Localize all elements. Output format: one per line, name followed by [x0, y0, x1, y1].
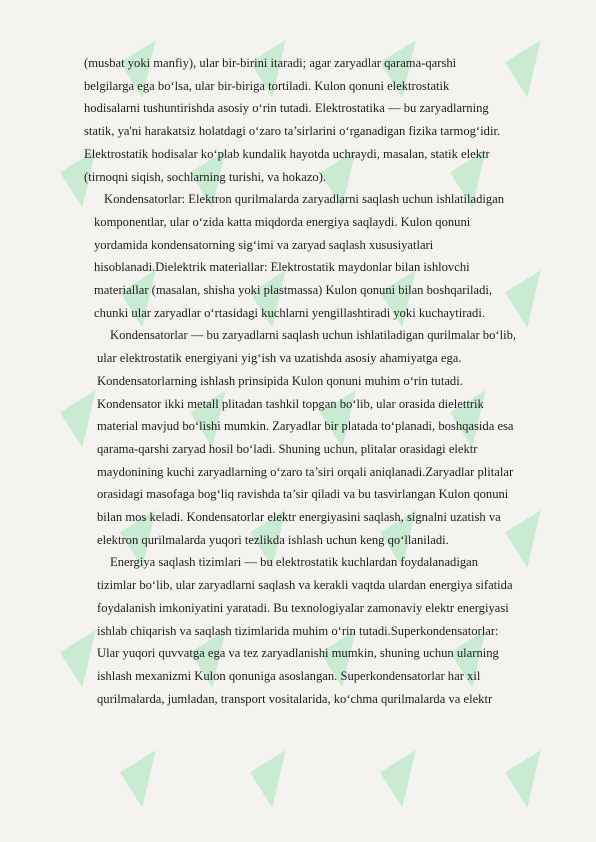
text-line: Kondensatorlarning ishlash prinsipida Kulon qonuni muhim o‘rin tutadi. — [97, 373, 463, 388]
text-line: chunki ular zaryadlar o‘rtasidagi kuchlarni yengillashtiradi yoki kuchaytiradi. — [94, 305, 485, 320]
text-line: yordamida kondensatorning sig‘imi va zaryad saqlash xususiyatlari — [94, 237, 434, 252]
watermark-icon — [239, 739, 319, 819]
text-line: (tirnoqni siqish, sochlarning turishi, va hokazo). — [84, 169, 327, 184]
paragraph-capacitor-principle — [84, 324, 530, 551]
text-line: maydonining kuchi zaryadlarning o‘zaro ta’siri orqali aniqlanadi.Zaryadlar plitalar — [97, 464, 514, 479]
text-line: ishlash mexanizmi Kulon qonuniga asoslangan. Superkondensatorlar har xil — [97, 668, 481, 683]
text-line: elektron qurilmalarda yuqori tezlikda ishlash uchun keng qo‘llaniladi. — [97, 532, 449, 547]
text-line: qarama-qarshi zaryad hosil bo‘ladi. Shuning uchun, plitalar orasidagi elektr — [97, 441, 478, 456]
document-body — [84, 52, 530, 710]
text-line: (musbat yoki manfiy), ular bir-birini itaradi; agar zaryadlar qarama-qarshi — [84, 56, 457, 70]
text-line: komponentlar, ular o‘zida katta miqdorda energiya saqlaydi. Kulon qonuni — [94, 214, 471, 229]
text-line: Elektrostatik hodisalar ko‘plab kundalik hayotda uchraydi, masalan, statik elektr — [84, 146, 490, 161]
text-line: material mavjud bo‘lishi mumkin. Zaryadlar bir platada to‘planadi, boshqasida esa — [97, 419, 514, 434]
text-line: foydalanish imkoniyatini yaratadi. Bu texnologiyalar zamonaviy elektr energiyasi — [97, 600, 509, 615]
text-line: Kondensatorlar — bu zaryadlarni saqlash uchun ishlatiladigan qurilmalar bo‘lib, — [110, 328, 517, 343]
text-line: qurilmalarda, jumladan, transport vositalarida, ko‘chma qurilmalarda va elektr — [97, 691, 493, 706]
watermark-icon — [369, 739, 449, 819]
text-line: Kondensator ikki metall plitadan tashkil topgan bo‘lib, ular orasida dielettrik — [97, 396, 484, 411]
text-line: orasidagi masofaga bog‘liq ravishda ta’sir qiladi va bu tasvirlangan Kulon qonuni — [97, 487, 509, 502]
paragraph-energy-storage — [84, 551, 530, 710]
watermark-icon — [494, 739, 574, 819]
text-line: belgilarga ega bo‘lsa, ular bir-biriga tortiladi. Kulon qonuni elektrostatik — [84, 78, 450, 93]
paragraph-capacitors-dielectrics — [84, 188, 530, 324]
text-line: hodisalarni tushuntirishda asosiy o‘rin tutadi. Elektrostatika — bu zaryadlarning — [84, 101, 489, 116]
text-line: ishlab chiqarish va saqlash tizimlarida muhim o‘rin tutadi.Superkondensatorlar: — [97, 623, 499, 638]
text-line: Energiya saqlash tizimlari — bu elektrostatik kuchlardan foydalanadigan — [110, 555, 479, 570]
text-line: tizimlar bo‘lib, ular zaryadlarni saqlash va kerakli vaqtda ulardan energiya sifatida — [97, 578, 513, 593]
watermark-icon — [109, 739, 189, 819]
paragraph-coulomb-electrostatics — [84, 52, 530, 188]
text-line: materiallar (masalan, shisha yoki plastmassa) Kulon qonuni bilan boshqariladi, — [94, 283, 493, 298]
text-line: hisoblanadi.Dielektrik materiallar: Elektrostatik maydonlar bilan ishlovchi — [94, 260, 470, 275]
text-line: ular elektrostatik energiyani yig‘ish va uzatishda asosiy ahamiyatga ega. — [97, 351, 462, 366]
text-line: Kondensatorlar: Elektron qurilmalarda zaryadlarni saqlash uchun ishlatiladigan — [104, 192, 505, 207]
text-line: statik, ya'ni harakatsiz holatdagi o‘zaro ta’sirlarini o‘rganadigan fizika tarmog‘idir. — [84, 124, 501, 139]
text-line: bilan mos keladi. Kondensatorlar elektr energiyasini saqlash, signalni uzatish va — [97, 510, 501, 525]
text-line: Ular yuqori quvvatga ega va tez zaryadlanishi mumkin, shuning uchun ularning — [97, 646, 499, 661]
